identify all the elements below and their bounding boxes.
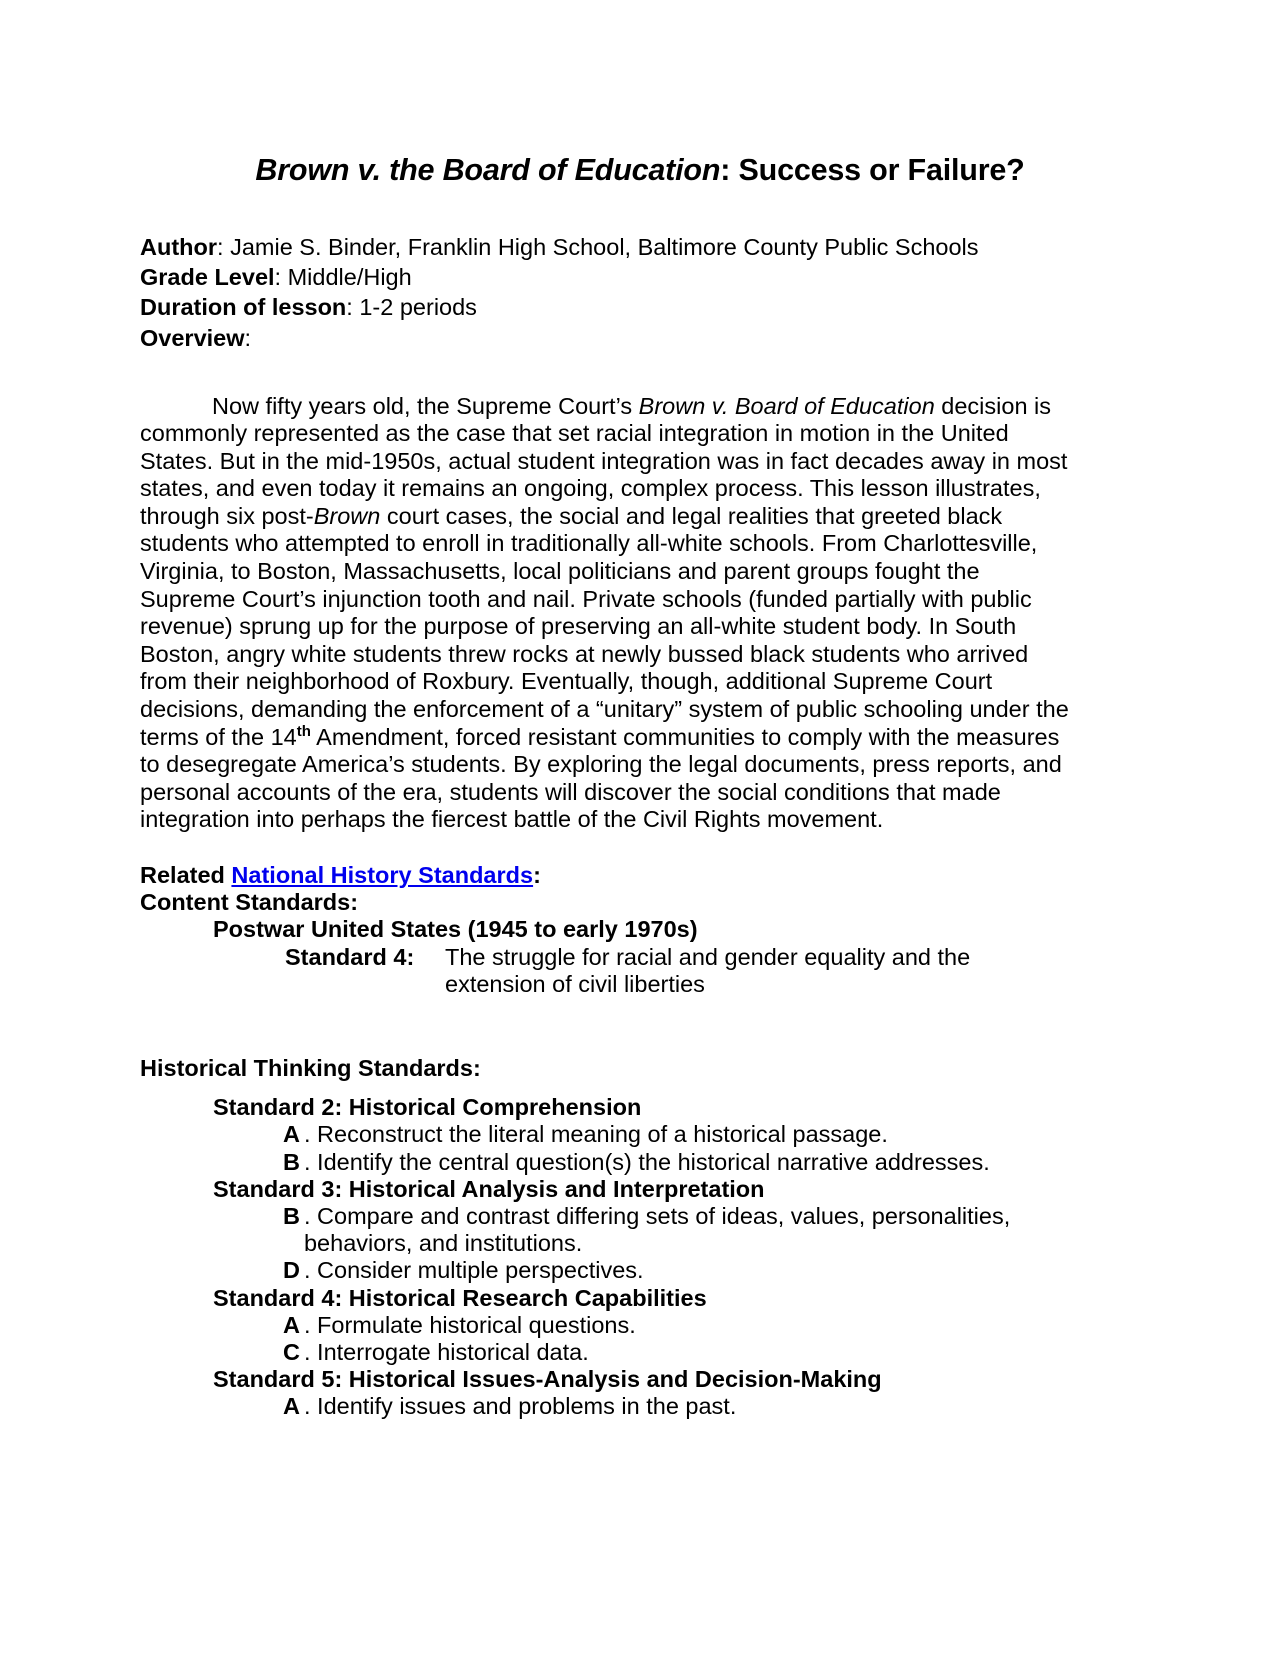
page-title-subtitle: : Success or Failure?	[720, 153, 1025, 188]
standard-item-text: . Interrogate historical data.	[303, 1339, 589, 1366]
content-standards-label: Content Standards:	[140, 889, 359, 916]
related-standards-line	[140, 862, 1100, 889]
duration-label: Duration of lesson	[140, 294, 347, 321]
standard-item-letter: A	[283, 1393, 300, 1420]
standard-item-letter: B	[283, 1148, 300, 1175]
standard-item-letter: D	[283, 1257, 300, 1284]
overview-case-citation-1: Brown v. Board of Education	[638, 392, 935, 419]
era-heading: Postwar United States (1945 to early 1970s)	[213, 916, 698, 943]
overview-case-citation-2: Brown	[313, 502, 381, 529]
content-standard-4-label: Standard 4:	[285, 943, 415, 970]
page-title	[0, 153, 1280, 188]
standard-item-text: . Formulate historical questions.	[303, 1311, 636, 1338]
standard-item-text: . Compare and contrast differing sets of ideas, values, personalities, behaviors, and institutions.	[303, 1203, 1011, 1257]
related-suffix: :	[533, 862, 541, 888]
standard-heading: Standard 2: Historical Comprehension	[213, 1094, 642, 1121]
standard-item	[283, 1312, 1140, 1339]
grade-level-value: : Middle/High	[274, 264, 412, 291]
overview-label: Overview	[140, 324, 245, 351]
standard-item-letter: B	[283, 1203, 300, 1230]
ordinal-superscript: th	[296, 722, 311, 740]
standard-item	[283, 1121, 1140, 1148]
standard-heading: Standard 5: Historical Issues-Analysis and Decision-Making	[213, 1366, 882, 1393]
author-value: : Jamie S. Binder, Franklin High School, Baltimore County Public Schools	[217, 234, 979, 260]
overview-text-1: Now fifty years old, the Supreme Court’s	[212, 392, 639, 419]
standard-item-letter: A	[283, 1311, 300, 1338]
metadata-grade-level	[140, 262, 1090, 292]
metadata-overview	[140, 323, 1090, 353]
standard-item	[283, 1203, 1140, 1257]
lesson-metadata	[140, 232, 1090, 353]
author-label: Author	[140, 234, 218, 260]
content-standard-4-text: The struggle for racial and gender equality and the extension of civil liberties	[445, 943, 971, 998]
standard-item-text: . Consider multiple perspectives.	[303, 1257, 644, 1284]
standard-heading: Standard 3: Historical Analysis and Interpretation	[213, 1175, 765, 1202]
page-title-case-name: Brown v. the Board of Education	[255, 153, 721, 188]
overview-text-3: court cases, the social and legal realities that greeted black students who attempted to enroll in traditionally all-white schools. From Charlottesville, Virginia, to Boston, Massachusetts, local politicians and parent groups fought the Supreme Court’s injunction tooth and nail. Private schools (funded partially with public revenue) sprung up for the purpose of preserving an all-white student body. In South Boston, angry white students threw rocks at newly bussed black students who arrived from their neighborhood of Roxbury. Eventually, though, additional Supreme Court decisions, demanding the enforcement of a “unitary” system of public schooling under the terms of the 14	[140, 502, 1069, 750]
related-prefix: Related	[140, 862, 232, 888]
grade-level-label: Grade Level	[140, 264, 275, 291]
standard-heading: Standard 4: Historical Research Capabilities	[213, 1284, 707, 1311]
overview-text-2: decision is commonly represented as the case that set racial integration in motion in the United States. But in the mid-1950s, actual student integration was in fact decades away in most states, and even today it remains an ongoing, complex process. This lesson illustrates, through six post-	[140, 392, 1068, 529]
standard-item-letter: C	[283, 1339, 300, 1366]
standard-item-text: . Identify issues and problems in the past.	[303, 1393, 737, 1420]
content-standards-section	[140, 862, 1100, 999]
overview-colon: :	[244, 324, 252, 351]
standard-group	[213, 1176, 1140, 1285]
duration-value: : 1-2 periods	[346, 294, 477, 321]
national-history-standards-link[interactable]: National History Standards	[231, 862, 534, 888]
standard-item-letter: A	[283, 1121, 300, 1148]
historical-thinking-standards-label: Historical Thinking Standards:	[140, 1055, 481, 1081]
standard-item-text: . Reconstruct the literal meaning of a historical passage.	[303, 1121, 888, 1148]
overview-paragraph	[140, 393, 1070, 835]
historical-thinking-standards-section	[140, 1055, 1140, 1421]
overview-text-4: Amendment, forced resistant communities to comply with the measures to desegregate America’s students. By exploring the legal documents, press reports, and personal accounts of the era, students will discover the social conditions that made integration into perhaps the fiercest battle of the Civil Rights movement.	[140, 723, 1062, 833]
standard-item	[283, 1257, 1140, 1284]
standard-item	[283, 1339, 1140, 1366]
metadata-author	[140, 232, 1090, 262]
standard-item	[283, 1393, 1140, 1420]
content-standard-4-row	[285, 944, 1100, 999]
metadata-duration	[140, 292, 1090, 322]
standard-group	[213, 1366, 1140, 1420]
standard-item	[283, 1149, 1140, 1176]
standard-item-text: . Identify the central question(s) the historical narrative addresses.	[303, 1148, 990, 1175]
standard-group	[213, 1094, 1140, 1176]
standard-group	[213, 1285, 1140, 1367]
